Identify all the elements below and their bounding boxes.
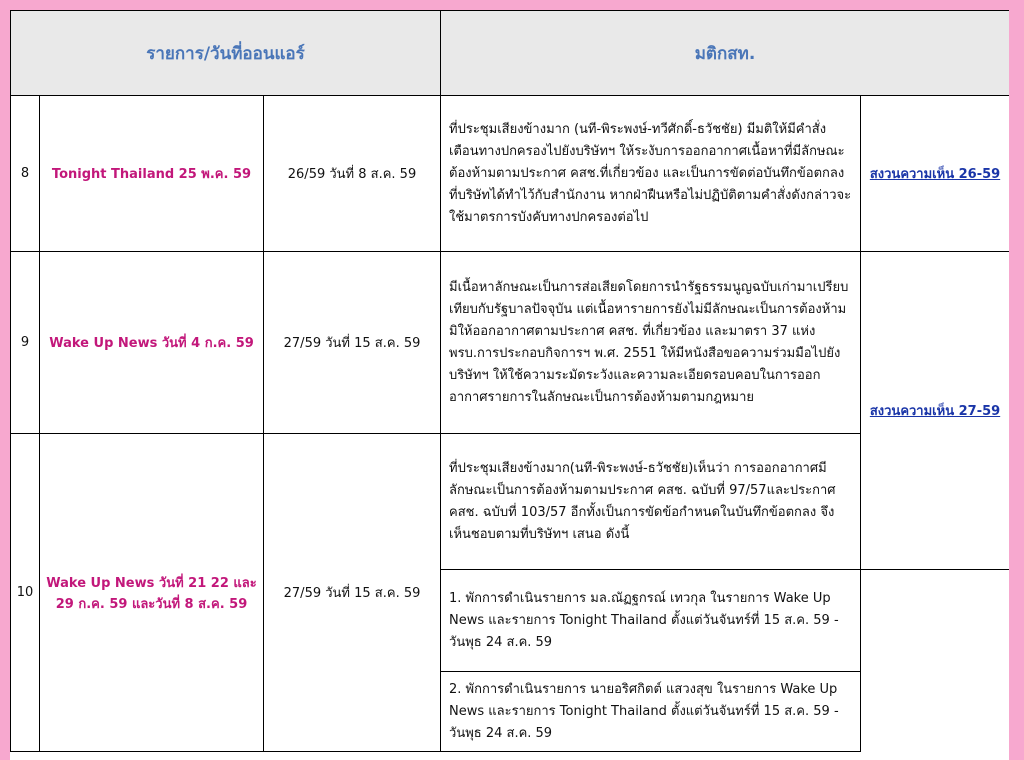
resolution-text: มีเนื้อหาลักษณะเป็นการส่อเสียดโดยการนำรัฐธรรมนูญฉบับเก่ามาเปรียบเทียบกับรัฐบาลปัจจุบัน แต่เนื้อหารายการยังไม่มีลักษณะเป็นการต้องห้ามมิให้ออกอากาศตามประกาศ คสช. ที่เกี่ยวข้อง และมาตรา 37 แห่ง พรบ.การประกอบกิจการฯ พ.ศ. 2551 ให้มีหนังสือขอความร่วมมือไปยัง บริษัทฯ ให้ใช้ความระมัดระวังและความละเอียดรอบคอบในการออกอากาศรายการในลักษณะเป็นการต้องห้ามตามกฎหมาย [441, 252, 861, 434]
table-row [11, 434, 1010, 570]
program-name: Wake Up News วันที่ 4 ก.ค. 59 [40, 252, 264, 434]
table-header-row [11, 11, 1010, 96]
opinion-link-cell [861, 96, 1009, 252]
episode-date: 27/59 วันที่ 15 ส.ค. 59 [264, 252, 441, 434]
document-page [10, 10, 1009, 760]
resolution-item: 2. พักการดำเนินรายการ นายอริศกิตต์ แสวงสุข ในรายการ Wake Up News และรายการ Tonight Thailand ตั้งแต่วันจันทร์ที่ 15 ส.ค. 59 - วันพุธ 24 ส.ค. 59 [441, 672, 861, 752]
resolutions-table [10, 10, 1009, 752]
program-name: Tonight Thailand 25 พ.ค. 59 [40, 96, 264, 252]
row-number: 9 [11, 252, 40, 434]
resolution-item: 1. พักการดำเนินรายการ มล.ณัฏฐกรณ์ เทวกุล ในรายการ Wake Up News และรายการ Tonight Thailand ตั้งแต่วันจันทร์ที่ 15 ส.ค. 59 - วันพุธ 24 ส.ค. 59 [441, 570, 861, 672]
row-number: 10 [11, 434, 40, 752]
row-number: 8 [11, 96, 40, 252]
opinion-link-cell [861, 252, 1009, 570]
resolution-text: ที่ประชุมเสียงข้างมาก (นที-พิระพงษ์-ทวีศักดิ์-ธวัชชัย) มีมติให้มีคำสั่งเตือนทางปกครองไปยังบริษัทฯ ให้ระงับการออกอากาศเนื้อหาที่มีลักษณะต้องห้ามตามประกาศ คสช.ที่เกี่ยวข้อง และเป็นการขัดต่อบันทึกข้อตกลงที่บริษัทได้ทำไว้กับสำนักงาน หากฝ่าฝืนหรือไม่ปฏิบัติตามคำสั่งดังกล่าวจะใช้มาตรการบังคับทางปกครองต่อไป [441, 96, 861, 252]
table-row [11, 252, 1010, 434]
resolution-column-header: มติกสท. [441, 11, 1009, 96]
opinion-link[interactable]: สงวนความเห็น 27-59 [869, 404, 1001, 419]
episode-date: 27/59 วันที่ 15 ส.ค. 59 [264, 434, 441, 752]
program-column-header: รายการ/วันที่ออนแอร์ [11, 11, 441, 96]
opinion-link[interactable]: สงวนความเห็น 26-59 [869, 167, 1001, 182]
empty-cell [861, 570, 1009, 672]
episode-date: 26/59 วันที่ 8 ส.ค. 59 [264, 96, 441, 252]
program-name: Wake Up News วันที่ 21 22 และ 29 ก.ค. 59 และวันที่ 8 ส.ค. 59 [40, 434, 264, 752]
table-row [11, 96, 1010, 252]
empty-cell [861, 672, 1009, 752]
resolution-text: ที่ประชุมเสียงข้างมาก(นที-พิระพงษ์-ธวัชชัย)เห็นว่า การออกอากาศมีลักษณะเป็นการต้องห้ามตามประกาศ คสช. ฉบับที่ 97/57และประกาศ คสช. ฉบับที่ 103/57 อีกทั้งเป็นการขัดข้อกำหนดในบันทึกข้อตกลง จึงเห็นชอบตามที่บริษัทฯ เสนอ ดังนี้ [441, 434, 861, 570]
